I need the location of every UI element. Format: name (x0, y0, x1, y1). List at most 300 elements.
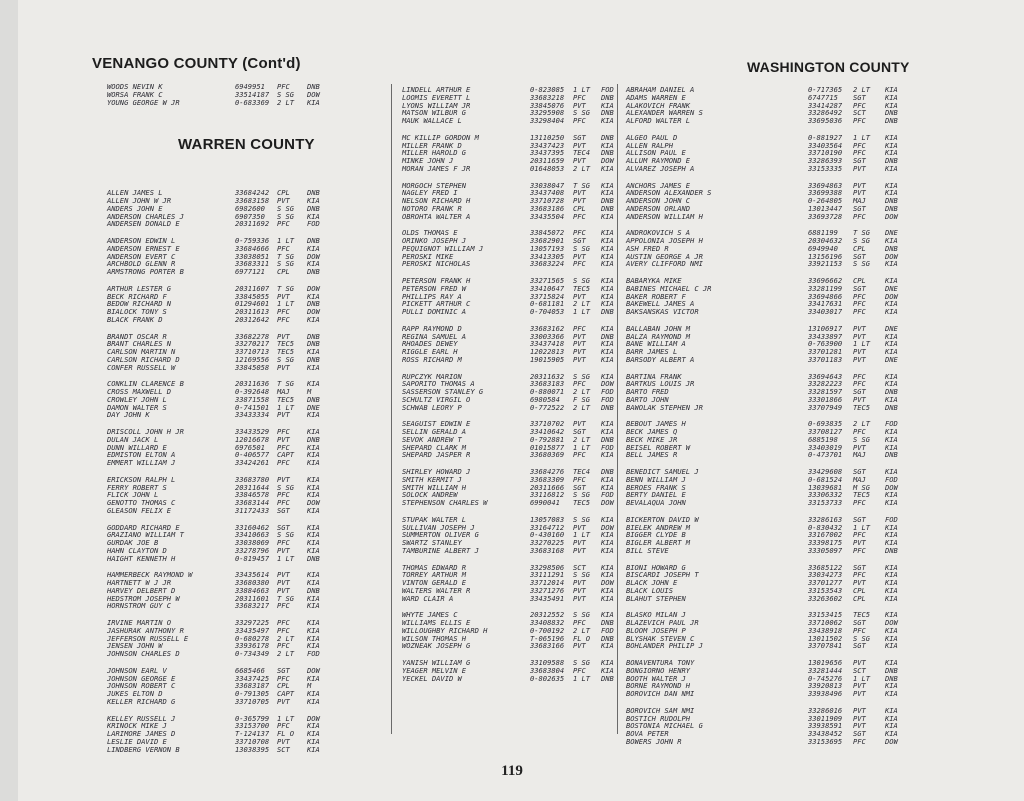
entry-name: CONFER RUSSELL W (107, 362, 176, 372)
entry-name: ANDERSON JOHN C (626, 196, 691, 205)
entry-name: WILLIAMS ELLIS E (402, 618, 471, 627)
entry-serial: 6976501 (235, 442, 265, 452)
entry-name: BECK JAMES Q (626, 427, 678, 436)
entry-serial: 33695036 (808, 116, 843, 125)
entry-status: KIA (307, 482, 320, 492)
entry-grade: TEC5 (573, 283, 591, 293)
entry-status: KIA (601, 228, 614, 238)
entry-status: DNB (307, 331, 320, 341)
entry-grade: PFC (853, 100, 866, 110)
entry-serial: 33281199 (808, 283, 843, 293)
entry-serial: 33694863 (808, 180, 843, 190)
entry-serial: 33282223 (808, 379, 843, 389)
entry-serial: 33871558 (235, 394, 270, 404)
entry-status: DNB (307, 188, 320, 198)
entry-status: DOW (307, 713, 320, 723)
entry-name: ANDERSON ORLAND (626, 203, 691, 213)
entry-grade: S SG (277, 89, 295, 99)
entry-grade: PVT (573, 100, 586, 110)
entry-grade: S SG (853, 633, 871, 643)
entry-serial: 33710708 (235, 736, 270, 746)
entry-status: KIA (601, 163, 614, 173)
entry-grade: PFC (853, 140, 866, 150)
entry-name: GODDARD RICHARD E (107, 522, 180, 532)
entry-name: WOODS NEVIN K (107, 82, 163, 91)
entry-grade: S SG (573, 658, 591, 667)
entry-serial: 33153733 (808, 498, 843, 507)
entry-status: DNB (601, 618, 614, 627)
entry-serial: 33270217 (235, 339, 270, 349)
entry-serial: 33435614 (235, 570, 270, 580)
entry-grade: 1 LT (277, 402, 295, 412)
entry-name: BOSTICH RUDOLPH (626, 713, 691, 723)
entry-grade: PVT (853, 721, 866, 731)
entry-grade: PFC (573, 618, 586, 627)
entry-grade: S SG (277, 203, 295, 213)
entry-status: FOD (601, 387, 614, 396)
entry-serial: 33297225 (235, 618, 270, 627)
entry-name: BELL JAMES R (626, 450, 678, 460)
entry-status: KIA (885, 188, 898, 198)
entry-serial: 33884663 (235, 585, 270, 595)
entry-grade: PVT (573, 251, 586, 261)
entry-status: KIA (601, 236, 614, 245)
entry-name: BIGLER ALBERT M (626, 538, 691, 547)
entry-grade: PVT (853, 705, 866, 715)
entry-grade: 2 LT (853, 419, 871, 429)
entry-grade: PVT (573, 196, 586, 205)
entry-serial: 33286163 (808, 514, 843, 524)
entry-serial: 33680369 (530, 450, 565, 460)
entry-name: JASHURAK ANTHONY R (107, 625, 184, 635)
entry-name: JEFFERSON RUSSELL E (107, 633, 189, 643)
entry-status: DOW (601, 379, 614, 389)
entry-grade: PFC (573, 474, 586, 484)
entry-grade: PVT (573, 538, 586, 547)
entry-serial: 33696662 (808, 276, 843, 285)
entry-serial: 33413305 (530, 251, 565, 261)
entry-status: DNB (885, 116, 898, 125)
entry-status: DOW (601, 156, 614, 165)
entry-grade: PFC (853, 736, 866, 746)
entry-grade: CAPT (277, 689, 295, 698)
entry-serial: 6990041 (530, 498, 560, 507)
entry-grade: PVT (573, 331, 586, 341)
entry-serial: 33417631 (808, 299, 843, 309)
entry-grade: SCT (277, 744, 290, 754)
entry-serial: 6881199 (808, 228, 838, 238)
entry-serial: 31172433 (235, 505, 270, 515)
entry-serial: 20311613 (235, 307, 270, 316)
entry-name: ALGEO PAUL D (626, 132, 678, 142)
entry-status: DNB (307, 354, 320, 364)
entry-grade: TEC5 (277, 394, 295, 404)
entry-grade: PFC (853, 625, 866, 635)
entry-grade: PFC (853, 545, 866, 555)
entry-serial: 33938591 (808, 721, 843, 731)
entry-serial: 0-802635 (530, 673, 565, 683)
entry-grade: PFC (853, 299, 866, 309)
entry-status: KIA (307, 450, 320, 460)
entry-status: KIA (601, 251, 614, 261)
entry-name: BIONI HOWARD G (626, 562, 686, 572)
entry-serial: 33437418 (530, 339, 565, 349)
entry-name: BRANDT OSCAR R (107, 331, 167, 341)
entry-name: ALLEN JOHN W JR (107, 196, 172, 205)
entry-serial: 20311632 (530, 371, 565, 381)
entry-status: KIA (307, 689, 320, 698)
entry-name: SHEPARD JASPER R (402, 450, 471, 460)
entry-name: LESLIE DAVID E (107, 736, 167, 746)
entry-serial: 20311601 (235, 593, 270, 603)
entry-status: DNB (885, 402, 898, 412)
entry-grade: S SG (277, 530, 295, 540)
entry-status: KIA (601, 538, 614, 547)
entry-serial: 33038051 (235, 251, 270, 261)
entry-status: KIA (307, 673, 320, 683)
entry-grade: SGT (853, 514, 866, 524)
entry-name: BILL STEVE (626, 545, 669, 555)
entry-grade: SGT (573, 236, 586, 245)
entry-name: BOVA PETER (626, 729, 669, 738)
entry-name: SHIRLEY HOWARD J (402, 467, 471, 476)
entry-grade: 1 LT (277, 553, 295, 563)
entry-serial: 20312552 (530, 610, 565, 620)
entry-status: DNB (885, 673, 898, 683)
entry-serial: 33693728 (808, 211, 843, 221)
entry-serial: 33281444 (808, 665, 843, 675)
entry-serial: 33683187 (235, 681, 270, 691)
entry-status: KIA (307, 618, 320, 627)
entry-status: KIA (885, 585, 898, 595)
entry-status: DOW (307, 498, 320, 507)
entry-name: ALAKOVICH FRANK (626, 100, 691, 110)
entry-status: KIA (885, 163, 898, 173)
entry-status: FOD (601, 490, 614, 500)
entry-status: DOW (307, 307, 320, 316)
entry-grade: MAJ (853, 474, 866, 484)
entry-name: HARVEY DELBERT D (107, 585, 176, 595)
entry-name: CROWLEY JOHN L (107, 394, 167, 404)
entry-grade: PVT (853, 188, 866, 198)
entry-grade: PVT (853, 394, 866, 404)
entry-grade: SGT (853, 251, 866, 261)
entry-grade: SGT (853, 729, 866, 738)
entry-serial: T-065196 (530, 633, 565, 643)
entry-grade: PVT (853, 713, 866, 723)
entry-grade: PFC (277, 490, 290, 500)
entry-serial: 33270225 (530, 538, 565, 547)
entry-name: ALLEN JAMES L (107, 188, 163, 198)
entry-status: KIA (885, 498, 898, 507)
entry-name: BABARYKA MIKE (626, 276, 682, 285)
entry-serial: 33286393 (808, 156, 843, 165)
entry-name: ALEXANDER WARREN S (626, 108, 703, 118)
entry-grade: PVT (573, 354, 586, 364)
entry-serial: 33403017 (808, 307, 843, 316)
entry-serial: 33680380 (235, 578, 270, 587)
entry-status: KIA (307, 362, 320, 372)
entry-grade: T SG (277, 251, 295, 261)
entry-status: KIA (307, 522, 320, 532)
entry-name: SEAGUIST EDWIN E (402, 419, 471, 429)
entry-serial: 33437395 (530, 148, 565, 158)
entry-name: STEPHENSON CHARLES W (402, 498, 488, 507)
entry-status: KIA (601, 347, 614, 356)
entry-grade: PVT (573, 522, 586, 532)
entry-grade: PVT (853, 180, 866, 190)
entry-status: KIA (307, 641, 320, 651)
entry-grade: SGT (573, 482, 586, 492)
entry-serial: 33433897 (808, 331, 843, 341)
entry-name: BOROVICH DAN NMI (626, 689, 695, 698)
entry-grade: PFC (277, 538, 290, 547)
entry-grade: PVT (573, 593, 586, 603)
entry-name: BIELEK ANDREW M (626, 522, 691, 532)
entry-serial: 33298506 (530, 562, 565, 572)
entry-status: KIA (885, 339, 898, 349)
entry-status: KIA (307, 442, 320, 452)
entry-status: DOW (885, 482, 898, 492)
entry-name: RAPP RAYMOND D (402, 323, 462, 333)
entry-grade: 1 LT (573, 442, 591, 452)
entry-serial: 20311659 (530, 156, 565, 165)
entry-serial: 33410642 (530, 427, 565, 436)
entry-name: RUPCZYK MARION (402, 371, 462, 381)
column-divider-right (617, 84, 618, 734)
entry-name: DULAN JACK L (107, 434, 159, 444)
entry-serial: 13106917 (808, 323, 843, 333)
entry-status: DNB (601, 467, 614, 476)
entry-name: MATSON WILBUR G (402, 108, 467, 118)
entry-serial: 33846578 (235, 490, 270, 500)
entry-grade: PVT (853, 681, 866, 691)
entry-grade: 1 LT (573, 530, 591, 540)
entry-serial: 33414287 (808, 100, 843, 110)
entry-serial: 33683217 (235, 601, 270, 611)
entry-name: BEBOUT JAMES H (626, 419, 686, 429)
entry-grade: PFC (853, 427, 866, 436)
entry-status: KIA (885, 713, 898, 723)
entry-status: FOD (601, 85, 614, 94)
entry-grade: PFC (277, 314, 290, 324)
entry-serial: 13019656 (808, 658, 843, 667)
entry-grade: PFC (573, 379, 586, 389)
entry-status: KIA (885, 570, 898, 580)
entry-name: HAIGHT KENNETH H (107, 553, 176, 563)
entry-serial: 20312642 (235, 314, 270, 324)
entry-grade: SGT (853, 467, 866, 476)
entry-status: DNB (601, 203, 614, 213)
entry-serial: 33286016 (808, 705, 843, 715)
entry-serial: 0-264805 (808, 196, 843, 205)
entry-serial: 33707949 (808, 402, 843, 412)
entry-status: KIA (601, 514, 614, 524)
entry-serial: 33111291 (530, 570, 565, 580)
entry-name: MORAN JAMES F JR (402, 163, 471, 173)
entry-grade: SGT (277, 665, 290, 675)
entry-name: JENSEN JOHN W (107, 641, 163, 651)
entry-serial: 33408832 (530, 618, 565, 627)
entry-status: DNB (885, 665, 898, 675)
entry-grade: 1 LT (573, 85, 591, 94)
entry-grade: M SG (853, 482, 871, 492)
entry-grade: PVT (573, 419, 586, 429)
entry-grade: CPL (853, 593, 866, 603)
entry-name: JOHNSON CHARLES D (107, 649, 180, 658)
entry-grade: PVT (573, 188, 586, 198)
entry-name: SULLIVAN JOSEPH J (402, 522, 475, 532)
entry-name: SCHULTZ VIRGIL O (402, 394, 471, 404)
entry-grade: MAJ (853, 450, 866, 460)
entry-grade: T SG (573, 180, 591, 190)
entry-name: SWARTZ STANLEY (402, 538, 462, 547)
entry-status: KIA (601, 585, 614, 595)
entry-serial: 33109588 (530, 658, 565, 667)
entry-grade: PVT (573, 545, 586, 555)
entry-serial: 33410647 (530, 283, 565, 293)
entry-grade: 1 LT (277, 236, 295, 245)
entry-status: KIA (307, 379, 320, 389)
entry-name: AUSTIN GEORGE A JR (626, 251, 703, 261)
entry-serial: 33683311 (235, 259, 270, 269)
entry-name: LYONS WILLIAM JR (402, 100, 471, 110)
entry-name: LINDBERG VERNON B (107, 744, 180, 754)
entry-name: ALLISON PAUL E (626, 148, 686, 158)
entry-name: JOHNSON ROBERT C (107, 681, 176, 691)
entry-name: PETERSON FRED W (402, 283, 467, 293)
entry-serial: 13156196 (808, 251, 843, 261)
entry-status: DNB (601, 92, 614, 102)
entry-name: BAKEWELL JAMES A (626, 299, 695, 309)
entry-grade: PFC (853, 530, 866, 540)
entry-name: NOTORO FRANK R (402, 203, 462, 213)
entry-serial: 6685466 (235, 665, 265, 675)
entry-status: KIA (601, 299, 614, 309)
entry-status: KIA (885, 530, 898, 540)
entry-name: MAUK WALLACE L (402, 116, 462, 125)
entry-serial: 19015905 (530, 354, 565, 364)
entry-name: BICKERTON DAVID W (626, 514, 699, 524)
entry-name: CROSS MAXWELL D (107, 387, 172, 396)
entry-status: DNB (601, 108, 614, 118)
entry-grade: PVT (573, 578, 586, 587)
entry-status: DNB (885, 156, 898, 165)
entry-status: DNB (601, 196, 614, 205)
entry-name: ALLUM RAYMOND E (626, 156, 691, 165)
entry-grade: PVT (573, 156, 586, 165)
entry-serial: 33683144 (235, 498, 270, 507)
entry-grade: 2 LT (573, 299, 591, 309)
entry-grade: SCT (573, 562, 586, 572)
entry-status: DOW (885, 291, 898, 301)
entry-name: EDMISTON ELTON A (107, 450, 176, 460)
entry-status: KIA (307, 530, 320, 540)
entry-status: KIA (885, 276, 898, 285)
entry-serial: 0-763900 (808, 339, 843, 349)
entry-serial: 33160462 (235, 522, 270, 532)
entry-name: BARSODY ALBERT A (626, 354, 695, 364)
entry-grade: T SG (853, 228, 871, 238)
entry-serial: 33306332 (808, 490, 843, 500)
entry-name: CONKLIN CLARENCE B (107, 379, 184, 389)
entry-grade: SGT (573, 427, 586, 436)
entry-status: KIA (601, 530, 614, 540)
entry-status: DOW (601, 578, 614, 587)
entry-status: KIA (601, 291, 614, 301)
entry-status: KIA (885, 100, 898, 110)
entry-name: MC KILLIP GORDON M (402, 132, 479, 142)
entry-status: DNB (307, 203, 320, 213)
entry-status: FOD (601, 394, 614, 404)
entry-grade: PFC (853, 116, 866, 125)
entry-grade: 1 LT (853, 522, 871, 532)
entry-serial: 20311607 (235, 283, 270, 293)
entry-status: M (307, 387, 312, 396)
entry-name: WILLOUGHBY RICHARD H (402, 625, 488, 635)
entry-name: HAMMERBECK RAYMOND W (107, 570, 193, 580)
entry-status: DNB (601, 402, 614, 412)
entry-serial: 0-406577 (235, 450, 270, 460)
entry-grade: PVT (853, 658, 866, 667)
entry-status: KIA (601, 570, 614, 580)
entry-name: BARTKUS LOUIS JR (626, 379, 695, 389)
entry-name: BRANT CHARLES N (107, 339, 172, 349)
entry-grade: PFC (853, 371, 866, 381)
entry-grade: S SG (573, 371, 591, 381)
entry-serial: 33153700 (235, 721, 270, 731)
entry-grade: PVT (853, 163, 866, 173)
entry-grade: PFC (277, 721, 290, 731)
entry-serial: 33437423 (530, 140, 565, 150)
entry-status: DNB (307, 236, 320, 245)
entry-serial: 0-473701 (808, 450, 843, 460)
entry-grade: PFC (277, 442, 290, 452)
entry-name: ANDERSON WILLIAM H (626, 211, 703, 221)
entry-name: BISCARDI JOSEPH T (626, 570, 699, 580)
entry-serial: 20311692 (235, 219, 270, 229)
entry-name: STUPAK WALTER L (402, 514, 467, 524)
entry-grade: SGT (853, 203, 866, 213)
entry-serial: 33424261 (235, 458, 270, 467)
entry-name: BEVALAQUA JOHN (626, 498, 686, 507)
entry-grade: PFC (853, 211, 866, 221)
entry-status: KIA (601, 140, 614, 150)
entry-status: KIA (601, 610, 614, 620)
entry-name: OLDS THOMAS E (402, 228, 458, 238)
entry-serial: 0-681181 (530, 299, 565, 309)
entry-serial: 33683186 (530, 203, 565, 213)
entry-grade: PVT (277, 331, 290, 341)
entry-status: KIA (885, 522, 898, 532)
entry-name: ROSS RICHARD M (402, 354, 462, 364)
entry-status: DNB (307, 434, 320, 444)
entry-name: JOHNSON GEORGE E (107, 673, 176, 683)
entry-name: BALZA RAYMOND M (626, 331, 691, 341)
heading-venango: VENANGO COUNTY (Cont'd) (92, 55, 301, 72)
entry-name: BENEDICT SAMUEL J (626, 467, 699, 476)
entry-serial: 33278796 (235, 545, 270, 555)
entry-serial: 6949951 (235, 82, 265, 91)
entry-serial: 33715824 (530, 291, 565, 301)
entry-name: SELLIN GERALD A (402, 427, 467, 436)
entry-serial: T-124137 (235, 729, 270, 738)
entry-name: WOZNEAK JOSEPH G (402, 641, 471, 651)
entry-serial: 33683166 (530, 641, 565, 651)
entry-serial: 33438918 (808, 625, 843, 635)
entry-name: MILLER FRANK D (402, 140, 462, 150)
entry-grade: SGT (853, 618, 866, 627)
